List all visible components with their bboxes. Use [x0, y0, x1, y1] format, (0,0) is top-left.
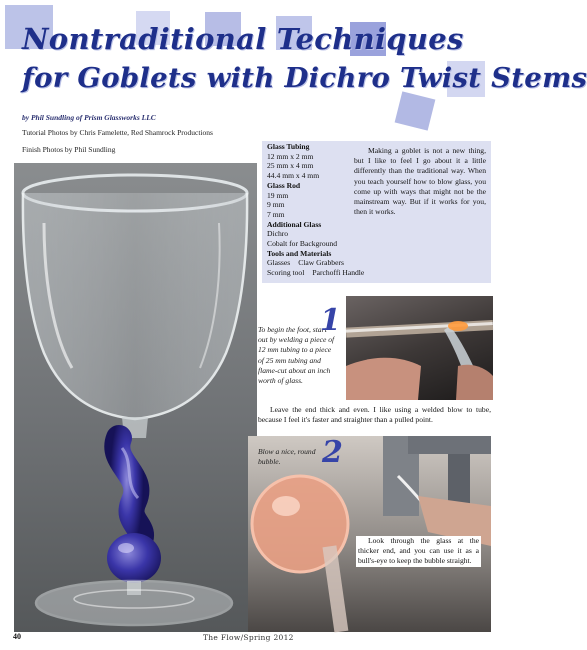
- tubing-item: 44.4 mm x 4 mm: [267, 171, 320, 181]
- goblet-photo: [14, 163, 257, 632]
- step1-number: 1: [320, 303, 341, 338]
- rod-item: 19 mm: [267, 190, 289, 200]
- tool-item: Claw Grabbers: [298, 258, 344, 268]
- additional-item: Cobalt for Background: [267, 239, 338, 249]
- tools-heading: Tools and Materials: [267, 248, 332, 258]
- rod-item: 9 mm: [267, 200, 285, 210]
- tool-item: Parchoffi Handle: [312, 268, 365, 278]
- tools-row: [267, 268, 369, 278]
- step2-caption: Blow a nice, round bubble.: [258, 447, 316, 467]
- goblet-illustration: [14, 163, 257, 632]
- step1-photo: [346, 296, 493, 400]
- glass-tubing-heading: Glass Tubing: [267, 142, 310, 151]
- article-title-line2: for Goblets with Dichro Twist Stems: [22, 62, 587, 94]
- finish-photo-credit: Finish Photos by Phil Sundling: [22, 145, 116, 154]
- byline: by Phil Sundling of Prism Glassworks LLC: [22, 113, 156, 122]
- step2-paragraph: Look through the glass at the thicker end, and you can use it as a bull's-eye to keep the bubble straight.: [358, 536, 479, 566]
- torch-work-illustration: [346, 296, 493, 400]
- step2-number: 2: [322, 435, 343, 470]
- page-number: 40: [13, 632, 21, 641]
- intro-paragraph: Making a goblet is not a new thing, but I like to feel I go about it a little differently than the traditional way. When you teach yourself how to blow glass, you come up with ways that might not be the mainstream way. But if it works for you, then it works.: [354, 146, 486, 217]
- tool-item: Scoring tool: [267, 268, 305, 278]
- tubing-item: 12 mm x 2 mm: [267, 151, 314, 161]
- publication-footer: The Flow/Spring 2012: [203, 633, 294, 642]
- tutorial-photo-credit: Tutorial Photos by Chris Famelette, Red Shamrock Productions: [22, 128, 213, 137]
- glass-rod-heading: Glass Rod: [267, 180, 301, 190]
- additional-item: Dichro: [267, 229, 289, 239]
- tubing-item: 25 mm x 4 mm: [267, 161, 314, 171]
- article-title-line1: Nontraditional Techniques: [22, 22, 464, 56]
- decor-square: [395, 91, 436, 130]
- step1-caption: To begin the foot, start out by welding a piece of 12 mm tubing to a piece of 25 mm tubing and flame-cut about an inch worth of glass.: [258, 325, 335, 386]
- tool-item: Glasses: [267, 258, 291, 268]
- additional-glass-heading: Additional Glass: [267, 219, 322, 229]
- tools-row: [267, 258, 369, 268]
- rod-item: 7 mm: [267, 209, 285, 219]
- step1-paragraph: Leave the end thick and even. I like using a welded blow to tube, because I feel it's faster and straighter than a pulled point.: [258, 405, 491, 425]
